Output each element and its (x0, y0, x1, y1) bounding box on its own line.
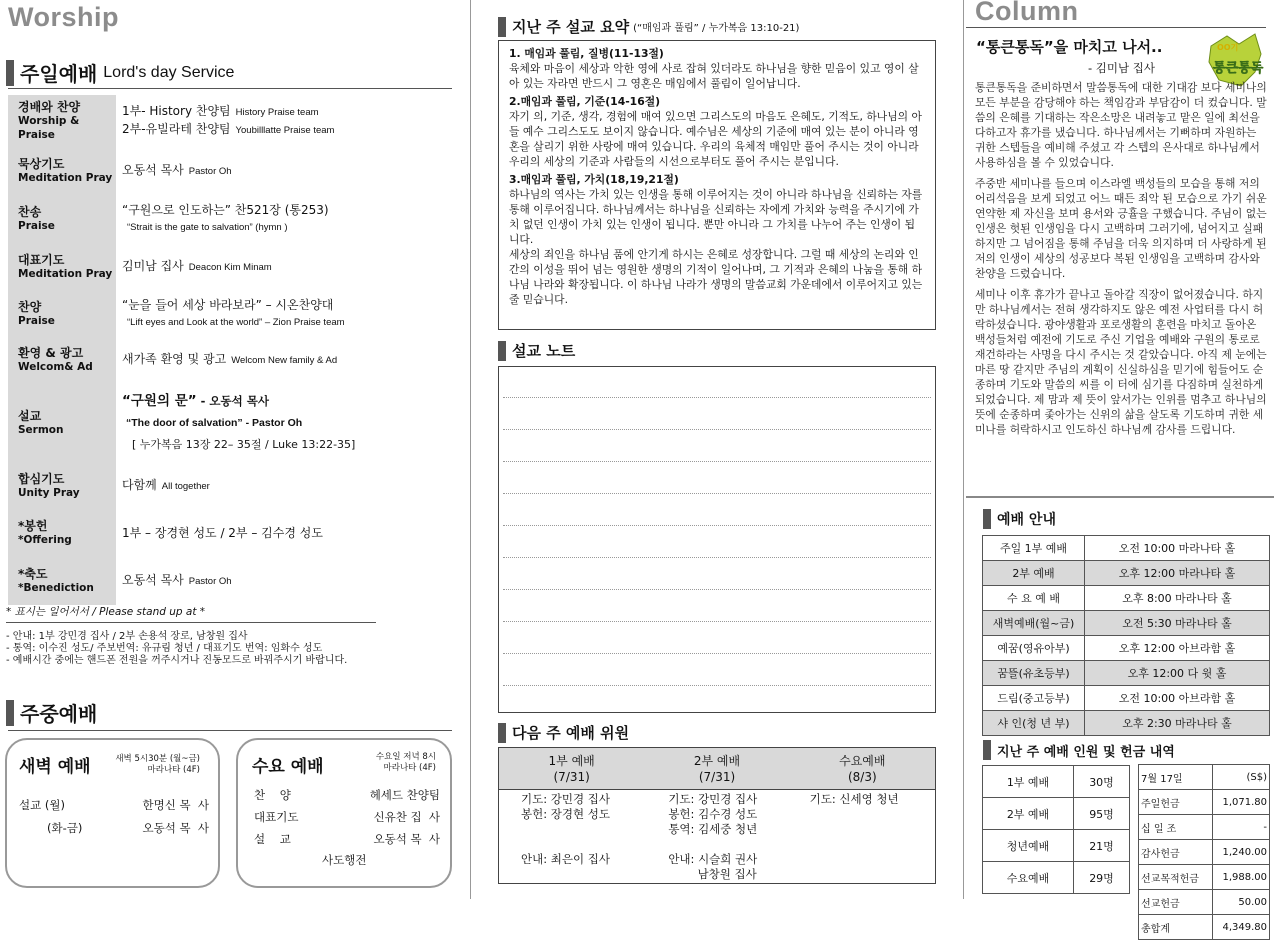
order-label-en: Meditation Pray (18, 172, 113, 184)
attendance-heading-text: 지난 주 예배 인원 및 헌금 내역 (997, 744, 1175, 760)
announcement-notes (6, 631, 347, 667)
order-label-ko: 경배와 찬양 (18, 100, 81, 114)
next-week-line (521, 837, 646, 852)
note-line (503, 493, 931, 494)
order-value (116, 509, 452, 557)
sermon-notes-area[interactable] (498, 366, 936, 713)
summary-point-text: 자기 의, 기준, 생각, 경험에 매여 있으면 그리스도의 마음도 은혜도, 기적도, 하나님의 아들 예수 그리스도도 보이지 않습니다. 예수님은 세상의 기준에 매여 있는 분이 아니라 영혼을 살리기 위한 사랑에 매여 있습니다. 우리의 육체적 매임만 풀어 주시는 것이 아니라 우리의 세상의 기준과 사람들의 시선으로부터도 풀어 주시는 분입니다. (509, 110, 922, 168)
attendance-row (983, 862, 1130, 894)
service-role: 설 교 (254, 832, 291, 846)
wed-extra: 사도행전 (322, 853, 367, 867)
schedule-row (983, 686, 1270, 711)
note-line (503, 589, 931, 590)
order-label-en: Meditation Pray (18, 268, 113, 280)
note-rule (6, 622, 376, 623)
summary-point-text: 육체와 마음이 세상과 악한 영에 사로 잡혀 있더라도 하나님을 향한 믿음이 있고 영이 살아 있는 자라면 반드시 그 영혼은 매임에서 풀림이 일어납니다. (509, 62, 919, 90)
notes-heading (498, 340, 575, 361)
sermon-title: “구원의 문” (122, 393, 197, 409)
order-label-ko: 찬송 (18, 205, 42, 219)
service-role: 대표기도 (254, 810, 299, 824)
service-person: 신유찬 집 사 (373, 810, 440, 824)
order-row (8, 195, 452, 243)
attendance-heading (983, 740, 1175, 760)
order-line-en: Deacon Kim Minam (188, 262, 272, 273)
service-row (254, 784, 440, 806)
dawn-time (115, 754, 200, 776)
order-row (8, 147, 452, 195)
schedule-time-place: 오전 5:30 마라나타 홀 (1085, 611, 1270, 636)
order-row (8, 95, 452, 147)
service-person: 오동석 목 사 (142, 821, 209, 835)
order-row (8, 383, 452, 463)
offering-type: 총합계 (1139, 915, 1213, 940)
next-week-date: (7/31) (553, 770, 590, 784)
offering-unit: (S$) (1212, 765, 1269, 790)
announcement-line: - 안내: 1부 강민경 집사 / 2부 손용석 장로, 남창원 집사 (6, 631, 248, 642)
attendance-count: 95명 (1074, 798, 1130, 830)
next-week-line: 안내: 최은이 집사 (521, 852, 610, 866)
order-line-ko: 다함께 (122, 478, 157, 492)
order-value (116, 463, 452, 509)
order-line-ko: 김미남 집사 (122, 259, 184, 273)
sunday-service-heading (6, 58, 234, 87)
wed-place: 마라나타 (4F) (383, 763, 436, 773)
offering-type: 십 일 조 (1139, 815, 1213, 840)
service-role: 찬 양 (254, 788, 291, 802)
order-label (8, 383, 116, 463)
next-week-col-header (644, 748, 789, 789)
schedule-service: 수 요 예 배 (983, 586, 1085, 611)
schedule-time-place: 오후 12:00 마라나타 홀 (1085, 561, 1270, 586)
next-week-col (499, 792, 646, 882)
order-value (116, 291, 452, 337)
order-value (116, 147, 452, 195)
next-week-service: 1부 예배 (548, 754, 595, 768)
weekday-heading (6, 698, 97, 727)
offering-date: 7월 17일 (1139, 765, 1213, 790)
sermon-title-en: “The door of salvation” - Pastor Oh (126, 417, 303, 429)
order-line-ko: 1부- History 찬양팀 (122, 104, 231, 118)
wed-time (376, 752, 436, 774)
order-line (122, 162, 452, 180)
schedule-time-place: 오후 8:00 마라나타 홀 (1085, 586, 1270, 611)
schedule-service: 주일 1부 예배 (983, 536, 1085, 561)
summary-point-heading: 3.매임과 풀림, 가치(18,19,21절) (509, 173, 679, 186)
order-label-en: Sermon (18, 424, 64, 436)
schedule-row (983, 536, 1270, 561)
order-label (8, 509, 116, 557)
offering-amount: 4,349.80 (1212, 915, 1269, 940)
next-week-col (794, 792, 935, 882)
offering-row (1139, 790, 1270, 815)
note-line (503, 397, 931, 398)
order-row (8, 463, 452, 509)
order-label-en: Unity Pray (18, 487, 80, 499)
order-line-ko: 2부-유빌라테 찬양팀 (122, 122, 231, 136)
next-week-header (499, 748, 935, 790)
order-line-en: Welcom New family & Ad (231, 355, 338, 366)
next-week-line: 기도: 신세영 청년 (809, 792, 899, 806)
next-week-line (668, 837, 793, 852)
column-divider (470, 0, 471, 899)
order-line (122, 258, 452, 276)
wednesday-service-box (236, 738, 452, 888)
summary-point-text: 하나님의 역사는 가치 있는 인생을 통해 이루어지는 것이 아니라 하나님을 신뢰하는 자를 통해 이루어집니다. 하나님께서는 하나님을 신뢰하는 자에게 가치와 능력을 주시기에 가치 없던 인생이 가치 있는 인생이 됩니다. 뿐만 아니라 그 가치를 나누어 주는 인생이 됩니다. (509, 188, 923, 246)
attendance-table (982, 765, 1130, 894)
heading-rule (8, 730, 452, 731)
next-week-line: 기도: 강민경 집사 (521, 792, 610, 806)
service-row (254, 828, 440, 850)
note-line (503, 557, 931, 558)
summary-point-text: 세상의 죄인을 하나님 품에 안기게 하시는 은혜로 성장합니다. 그럴 때 세상의 논리와 인간의 이성을 뛰어 넘는 영원한 생명의 기적이 일어나며, 그 기적과 은혜의 나눔을 통해 하나님 나라와 확장됩니다. 이 하나님 나라가 생명의 말씀교회 가운데에서 이루어지고 있는 줄 믿습니다. (509, 248, 923, 306)
order-line (122, 218, 452, 236)
wed-title: 수요 예배 (252, 757, 324, 777)
next-week-line: 통역: 김세중 청년 (668, 822, 758, 836)
service-row (254, 806, 440, 828)
order-label-ko: 찬양 (18, 300, 42, 314)
order-label-en: Welcom& Ad (18, 361, 93, 373)
order-label-en: Praise (18, 220, 55, 232)
sermon-scripture: [ 누가복음 13장 22– 35절 / Luke 13:22-35] (132, 438, 356, 451)
schedule-row (983, 636, 1270, 661)
order-row (8, 243, 452, 291)
announcement-line: - 예배시간 중에는 핸드폰 전원을 꺼주시거나 진동모드로 바꿔주시기 바랍니다. (6, 655, 348, 666)
dawn-time-text: 새벽 5시30분 (월~금) (115, 754, 200, 764)
order-row (8, 291, 452, 337)
order-line-en: All together (161, 481, 210, 492)
summary-point-heading: 1. 매임과 풀림, 질병(11-13절) (509, 47, 664, 60)
order-label-ko: 묵상기도 (18, 157, 65, 171)
order-value (116, 195, 452, 243)
next-week-line (521, 822, 646, 837)
order-line-ko: 오동석 목사 (122, 573, 184, 587)
service-person: 헤세드 찬양팀 (369, 788, 440, 802)
order-line-en: Pastor Oh (188, 576, 232, 587)
summary-heading (498, 16, 799, 37)
offering-table (1138, 764, 1270, 940)
next-week-line: 안내: 시슬희 권사 (668, 852, 758, 866)
column-title: Column (975, 0, 1079, 26)
order-label-ko: *봉헌 (18, 519, 48, 533)
next-week-date: (8/3) (847, 770, 877, 784)
offering-row (1139, 815, 1270, 840)
order-label (8, 463, 116, 509)
order-line (122, 121, 452, 139)
attendance-count: 21명 (1074, 830, 1130, 862)
schedule-heading-text: 예배 안내 (997, 512, 1056, 528)
order-label (8, 243, 116, 291)
schedule-service: 샤 인(청 년 부) (983, 711, 1085, 736)
offering-amount: - (1212, 815, 1269, 840)
offering-row (1139, 865, 1270, 890)
next-week-service: 2부 예배 (693, 754, 741, 768)
service-row (19, 794, 209, 817)
schedule-table (982, 535, 1270, 736)
summary-heading-text: 지난 주 설교 요약 (512, 18, 630, 36)
order-label-ko: *축도 (18, 567, 48, 581)
offering-header (1139, 765, 1270, 790)
next-week-col-header (790, 748, 935, 789)
column-paragraph: 세미나 이후 휴가가 끝나고 돌아갈 직장이 없어졌습니다. 하지만 하나님께서는 전혀 생각하지도 않은 예전 사업터를 다시 허락하셨습니다. 광야생활과 포로생활의 훈련을 마치고 돌아온 백성들처럼 예전에 기도로 주신 기업을 예배와 구원의 통로로 재건하라는 사명을 다시 주시는 것 같았습니다. 아직 제 눈에는 마른 땅 같지만 주님의 계획이 신실하심을 믿기에 힘들어도 순종하며 기도와 말씀의 씨를 이 터에 심기를 다짐하며 실천하게 되었습니다. 제 맘과 제 뜻이 앞서가는 인위를 멈추고 하나님의 뜻에 순종하며 좇아가는 신위의 삶을 살도록 기도하며 귀한 세미나를 허락하시고 인도하신 하나님께 감사를 드립니다. (975, 288, 1267, 436)
wed-rows (254, 784, 440, 850)
note-line (503, 461, 931, 462)
offering-type: 선교목적헌금 (1139, 865, 1213, 890)
order-value (116, 557, 452, 605)
svg-text:OO기: OO기 (1217, 43, 1239, 52)
announcement-line: - 통역: 이수진 성도/ 주보번역: 유규림 청년 / 대표기도 번역: 임화수 성도 (6, 643, 323, 654)
next-week-date: (7/31) (698, 770, 736, 784)
order-line (122, 477, 452, 495)
order-label (8, 195, 116, 243)
dawn-rows (19, 794, 209, 840)
attendance-service: 청년예배 (983, 830, 1074, 862)
order-row (8, 557, 452, 605)
order-label (8, 95, 116, 147)
offering-type: 감사헌금 (1139, 840, 1213, 865)
column-divider (963, 0, 964, 899)
attendance-row (983, 798, 1130, 830)
order-line-ko: “구원으로 인도하는” 찬521장 (통253) (122, 203, 329, 217)
heading-en: Lord's day Service (103, 63, 235, 81)
order-label-ko: 합심기도 (18, 472, 65, 486)
offering-amount: 1,240.00 (1212, 840, 1269, 865)
order-label-en: *Benediction (18, 582, 94, 594)
order-value (116, 337, 452, 383)
dawn-title: 새벽 예배 (19, 757, 91, 777)
schedule-time-place: 오후 2:30 마라나타 홀 (1085, 711, 1270, 736)
schedule-row (983, 711, 1270, 736)
column-author: - 김미남 집사 (1088, 61, 1156, 75)
order-line (122, 351, 452, 369)
note-line (503, 653, 931, 654)
order-line-en: “Strait is the gate to salvation” (hymn ) (127, 222, 288, 233)
offering-type: 선교헌금 (1139, 890, 1213, 915)
order-value (116, 95, 452, 147)
order-line-en: “Lift eyes and Look at the world” – Zion Praise team (127, 317, 345, 328)
offering-amount: 1,988.00 (1212, 865, 1269, 890)
order-value (116, 243, 452, 291)
offering-amount: 50.00 (1212, 890, 1269, 915)
next-week-line: 봉헌: 김수경 성도 (668, 807, 758, 821)
order-line-ko: 오동석 목사 (122, 163, 184, 177)
schedule-time-place: 오전 10:00 아브라함 홀 (1085, 686, 1270, 711)
order-label-en: *Offering (18, 534, 72, 546)
column-article-title: “통큰통독”을 마치고 나서.. (976, 38, 1163, 56)
service-person: 한명신 목 사 (142, 798, 209, 812)
next-week-heading (498, 722, 629, 743)
summary-point-heading: 2.매임과 풀림, 기준(14-16절) (509, 95, 661, 108)
order-row (8, 509, 452, 557)
offering-type: 주일헌금 (1139, 790, 1213, 815)
schedule-service: 꿈뜰(유초등부) (983, 661, 1085, 686)
next-week-col (646, 792, 793, 882)
order-label (8, 337, 116, 383)
order-label (8, 291, 116, 337)
schedule-row (983, 611, 1270, 636)
order-line-en: History Praise team (235, 107, 319, 118)
schedule-row (983, 586, 1270, 611)
weekday-heading-text: 주중예배 (20, 702, 98, 726)
next-week-body (499, 792, 935, 882)
offering-row (1139, 890, 1270, 915)
column-title-rule (966, 27, 1266, 28)
next-week-heading-text: 다음 주 예배 위원 (512, 724, 630, 742)
column-paragraph: 주중반 세미나를 들으며 이스라엘 백성들의 모습을 통해 저의 어리석음을 보게 되었고 어느 때든 죄악 된 모습으로 가기 쉬운 연약한 제 자신을 보며 용서와 긍휼을 구했습니다. 주님이 없는 인생은 헛된 인생임을 다시 고백하며 그러기에, 넘어지고 실패하지만 그 넘어짐을 통해 주님을 더욱 의지하며 더 사랑하게 된 저의 인생이 세상의 성공보다 복된 인생임을 고백하며 감사와 찬양을 드렸습니다. (975, 177, 1267, 280)
attendance-count: 29명 (1074, 862, 1130, 894)
order-line (122, 313, 452, 331)
dawn-service-box (5, 738, 220, 888)
order-label-ko: 환영 & 광고 (18, 346, 84, 360)
attendance-count: 30명 (1074, 766, 1130, 798)
schedule-time-place: 오후 12:00 아브라함 홀 (1085, 636, 1270, 661)
attendance-service: 수요예배 (983, 862, 1074, 894)
order-value (116, 383, 452, 463)
service-role: 설교 (월) (19, 798, 65, 812)
next-week-line: 봉헌: 장경현 성도 (521, 807, 610, 821)
wed-time-text: 수요일 저녁 8시 (375, 752, 436, 762)
order-of-service (8, 95, 452, 605)
offering-amount: 1,071.80 (1212, 790, 1269, 815)
summary-sub: (“매임과 풀림” / 누가복음 13:10-21) (633, 23, 800, 34)
service-person: 오동석 목 사 (373, 832, 440, 846)
order-line (122, 572, 452, 590)
attendance-row (983, 766, 1130, 798)
column-end-rule (966, 496, 1274, 498)
next-week-box (498, 747, 936, 884)
schedule-service: 2부 예배 (983, 561, 1085, 586)
schedule-time-place: 오후 12:00 다 윗 홀 (1085, 661, 1270, 686)
order-label-ko: 대표기도 (18, 253, 65, 267)
order-line-en: Pastor Oh (188, 166, 232, 177)
order-line (122, 202, 452, 218)
column-body (975, 80, 1267, 443)
next-week-col-header (499, 748, 644, 789)
schedule-service: 새벽예배(월~금) (983, 611, 1085, 636)
order-line-ko: “눈을 들어 세상 바라보라” – 시온찬양대 (122, 298, 334, 312)
heading-rule (8, 88, 452, 89)
schedule-row (983, 661, 1270, 686)
order-line (122, 297, 452, 313)
order-line-ko: 1부 – 장경현 성도 / 2부 – 김수경 성도 (122, 526, 323, 540)
offering-row (1139, 915, 1270, 940)
attendance-row (983, 830, 1130, 862)
attendance-service: 2부 예배 (983, 798, 1074, 830)
sermon-title-line (122, 390, 452, 412)
order-label (8, 557, 116, 605)
order-line (122, 525, 452, 541)
note-line (503, 429, 931, 430)
service-role: (화-금) (47, 821, 83, 835)
schedule-time-place: 오전 10:00 마라나타 홀 (1085, 536, 1270, 561)
order-label-en: Worship & Praise (18, 115, 80, 141)
sermon-summary-box (498, 40, 936, 330)
next-week-line: 남창원 집사 (668, 867, 757, 881)
schedule-service: 드림(중고등부) (983, 686, 1085, 711)
column-paragraph: 통큰통독을 준비하면서 말씀통독에 대한 기대감 보다 세미나의 모든 부분을 감당해야 하는 책임감과 부담감이 더 컸습니다. 말씀의 은혜를 기대하는 작은소망은 내려놓고 맡은 일에 최선을 다하고자 휴가를 냈습니다. 하나님께서는 기뻐하며 자원하는 귀한 스텝들을 예비해 주셨고 각 스텝의 은사대로 하나님께서 사용하심을 볼 수 있었습니다. (975, 81, 1267, 169)
order-line (122, 103, 452, 121)
note-line (503, 525, 931, 526)
offering-row (1139, 840, 1270, 865)
order-label (8, 147, 116, 195)
dawn-place: 마라나타 (4F) (147, 765, 200, 775)
order-line-en: Youbilllatte Praise team (235, 125, 335, 136)
note-line (503, 621, 931, 622)
svg-text:통큰통독: 통큰통독 (1213, 61, 1264, 76)
worship-title: Worship (8, 2, 119, 32)
schedule-row (983, 561, 1270, 586)
order-row (8, 337, 452, 383)
next-week-line: 기도: 강민경 집사 (668, 792, 758, 806)
schedule-heading (983, 509, 1056, 529)
heading-ko: 주일예배 (20, 62, 98, 86)
attendance-service: 1부 예배 (983, 766, 1074, 798)
order-label-en: Praise (18, 315, 55, 327)
note-line (503, 685, 931, 686)
order-line-ko: 새가족 환영 및 광고 (122, 352, 227, 366)
order-label-ko: 설교 (18, 409, 42, 423)
service-row (19, 817, 209, 840)
stand-note: * 표시는 일어서서 / Please stand up at * (6, 606, 206, 618)
next-week-service: 수요예배 (839, 754, 886, 768)
schedule-service: 예꿈(영유아부) (983, 636, 1085, 661)
sermon-preacher: - 오동석 목사 (196, 394, 269, 408)
notes-heading-text: 설교 노트 (512, 342, 576, 360)
